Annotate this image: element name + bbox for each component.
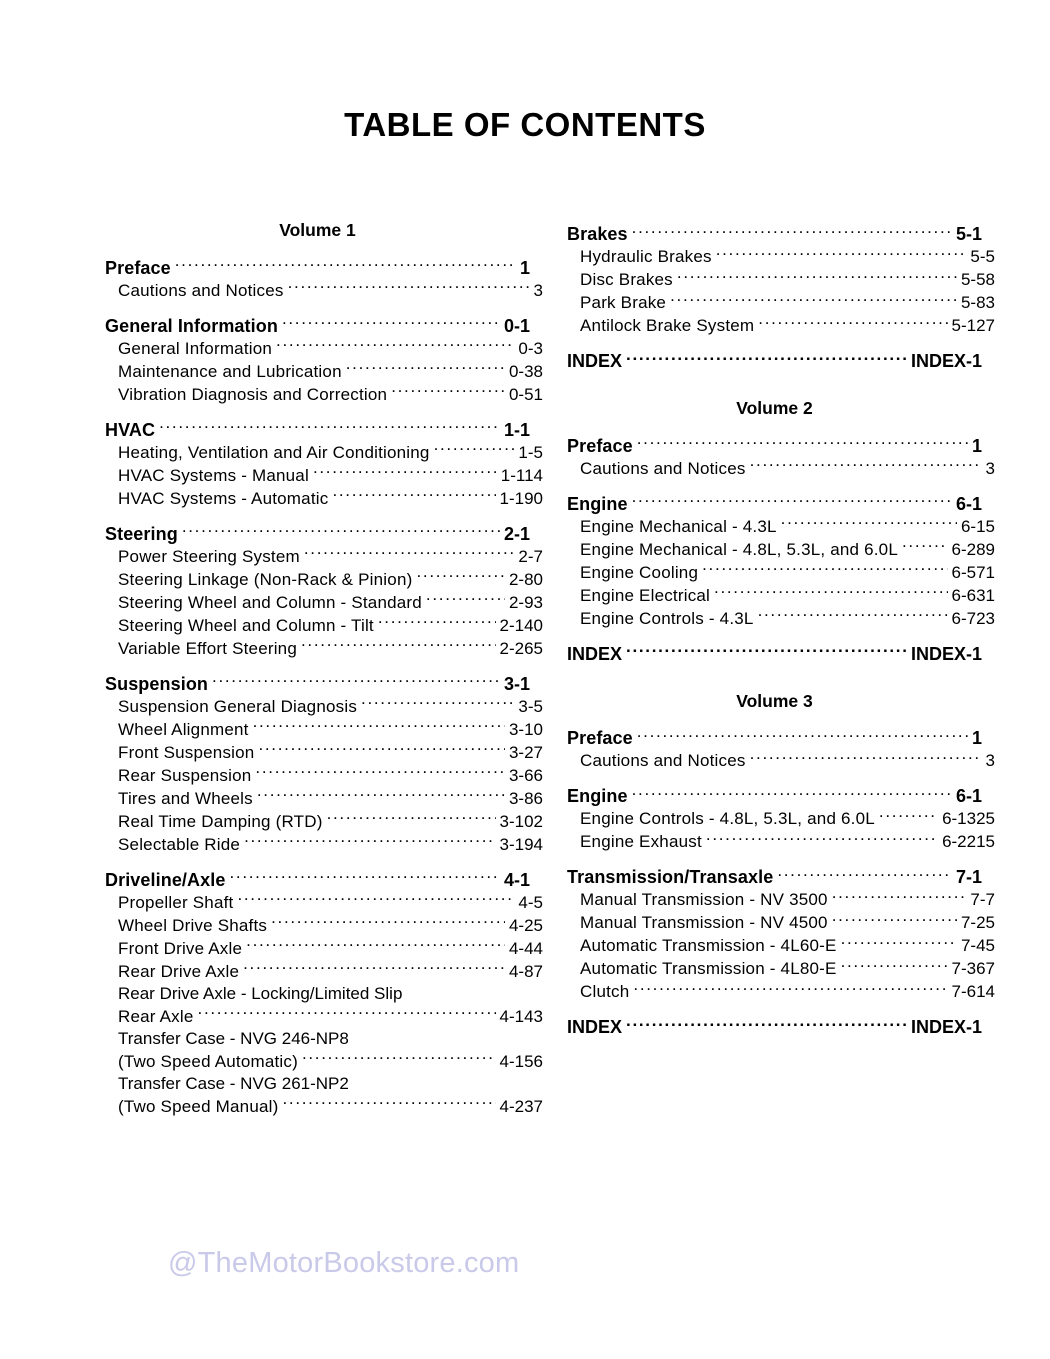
dot-leader	[332, 487, 495, 504]
toc-entry[interactable]	[105, 810, 543, 833]
toc-item-title: Suspension General Diagnosis	[118, 696, 358, 716]
toc-section	[105, 418, 543, 510]
toc-item-title: Variable Effort Steering	[118, 638, 297, 658]
toc-item-title: Maintenance and Lubrication	[118, 361, 342, 381]
dot-leader	[346, 360, 505, 377]
toc-item-title: Automatic Transmission - 4L80-E	[580, 959, 837, 978]
toc-section	[567, 492, 995, 630]
toc-item-page: 6-289	[951, 539, 995, 559]
toc-section-title: Transmission/Transaxle	[567, 867, 774, 887]
toc-entry[interactable]	[105, 464, 543, 487]
dot-leader	[212, 672, 500, 690]
toc-item-page: 4-237	[499, 1096, 543, 1116]
toc-section-title: Engine	[567, 786, 628, 806]
toc-section	[105, 672, 543, 856]
toc-item-page: 5-5	[970, 247, 995, 266]
toc-item-title: Engine Exhaust	[580, 832, 702, 851]
toc-entry[interactable]	[105, 833, 543, 856]
toc-section-page: 1	[971, 435, 982, 456]
toc-item-title: Cautions and Notices	[580, 458, 746, 478]
toc-entry[interactable]	[567, 607, 995, 630]
dot-leader	[426, 591, 505, 608]
toc-item-title: (Two Speed Automatic)	[118, 1051, 298, 1071]
toc-item-title: Cautions and Notices	[580, 751, 746, 770]
dot-leader	[716, 245, 967, 262]
toc-entry[interactable]	[105, 695, 543, 718]
toc-entry[interactable]	[567, 314, 995, 337]
toc-entry[interactable]	[105, 764, 543, 787]
toc-item-page: 3	[985, 458, 995, 478]
toc-section-title: Preface	[567, 728, 633, 748]
toc-entry-first-line: Rear Drive Axle - Locking/Limited Slip	[118, 983, 403, 1003]
toc-entry[interactable]	[567, 726, 982, 749]
toc-entry[interactable]	[105, 1005, 543, 1028]
toc-entry[interactable]	[105, 787, 543, 810]
toc-item-title: Propeller Shaft	[118, 892, 234, 912]
toc-item-title: Wheel Drive Shafts	[118, 915, 268, 935]
toc-item-page: 5-127	[951, 316, 995, 335]
dot-leader	[159, 418, 500, 436]
toc-entry[interactable]	[105, 568, 543, 591]
toc-item-page: 1-190	[499, 488, 543, 508]
toc-item-title: Rear Axle	[118, 1006, 194, 1026]
dot-leader	[258, 741, 505, 758]
toc-item-title: General Information	[118, 338, 273, 358]
toc-entry[interactable]	[105, 637, 543, 660]
dot-leader	[637, 726, 968, 744]
dot-leader	[832, 888, 967, 905]
toc-item-title: Engine Mechanical - 4.8L, 5.3L, and 6.0L	[580, 539, 898, 559]
toc-item-page: 3-27	[508, 742, 543, 762]
toc-section-page: 6-1	[955, 493, 982, 514]
toc-item-title: Steering Wheel and Column - Tilt	[118, 615, 374, 635]
toc-entry[interactable]	[105, 718, 543, 741]
dot-leader	[626, 349, 909, 367]
dot-leader	[758, 314, 947, 331]
dot-leader	[313, 464, 497, 481]
toc-entry[interactable]	[105, 1050, 543, 1073]
toc-item-page: 2-265	[499, 638, 543, 658]
toc-section-title: Suspension	[105, 673, 209, 694]
dot-leader	[677, 268, 957, 285]
toc-entry-first-line: Transfer Case - NVG 246-NP8	[118, 1028, 349, 1048]
toc-entry[interactable]	[567, 934, 995, 957]
toc-section-page: 1	[971, 728, 982, 748]
dot-leader	[244, 833, 495, 850]
toc-item-page: 3	[985, 751, 995, 770]
toc-index-page: INDEX-1	[910, 1017, 982, 1037]
toc-entry[interactable]	[567, 222, 982, 245]
toc-item-title: HVAC Systems - Manual	[118, 465, 309, 485]
toc-entry[interactable]	[567, 584, 995, 607]
toc-entry[interactable]	[567, 434, 982, 457]
toc-section-page: 7-1	[955, 867, 982, 887]
toc-item-title: Wheel Alignment	[118, 719, 249, 739]
toc-item-page: 6-723	[951, 608, 995, 628]
toc-item-title: Clutch	[580, 982, 630, 1001]
toc-item-title: (Two Speed Manual)	[118, 1096, 279, 1116]
toc-item-title: Selectable Ride	[118, 834, 241, 854]
toc-item-page: 6-631	[951, 585, 995, 605]
toc-entry[interactable]	[105, 868, 530, 891]
toc-section	[105, 314, 543, 406]
dot-leader	[626, 1015, 909, 1033]
dot-leader	[632, 492, 952, 510]
toc-item-title: Manual Transmission - NV 3500	[580, 890, 828, 909]
dot-leader	[434, 441, 515, 458]
toc-section-page: 5-1	[955, 224, 982, 244]
toc-item-page: 3-102	[499, 811, 543, 831]
dot-leader	[229, 868, 500, 886]
toc-item-title: Tires and Wheels	[118, 788, 253, 808]
dot-leader	[243, 960, 505, 977]
toc-item-page: 7-7	[970, 890, 995, 909]
toc-section	[105, 868, 543, 1118]
dot-leader	[670, 291, 957, 308]
toc-entry[interactable]	[567, 642, 982, 665]
toc-entry[interactable]	[105, 279, 543, 302]
toc-item-page: 4-5	[518, 892, 543, 912]
toc-item-page: 4-87	[508, 961, 543, 981]
dot-leader	[777, 865, 952, 883]
toc-item-title: Rear Suspension	[118, 765, 252, 785]
dot-leader	[327, 810, 496, 827]
toc-section-title: HVAC	[105, 419, 156, 440]
dot-leader	[781, 515, 957, 532]
toc-item-title: Manual Transmission - NV 4500	[580, 913, 828, 932]
toc-item-page: 3	[533, 280, 543, 300]
toc-section	[567, 434, 995, 480]
toc-item-page: 7-614	[951, 982, 995, 1001]
toc-item-title: Cautions and Notices	[118, 280, 284, 300]
toc-index-title: INDEX	[567, 351, 623, 371]
dot-leader	[841, 934, 957, 951]
toc-entry[interactable]	[105, 545, 543, 568]
toc-entry[interactable]	[105, 418, 530, 441]
toc-item-title: HVAC Systems - Automatic	[118, 488, 329, 508]
toc-entry[interactable]	[105, 741, 543, 764]
dot-leader	[198, 1005, 496, 1022]
dot-leader	[714, 584, 947, 601]
toc-item-title: Engine Electrical	[580, 585, 711, 605]
toc-entry[interactable]	[567, 980, 995, 1003]
toc-item-title: Rear Drive Axle	[118, 961, 240, 981]
toc-section-title: Preface	[105, 257, 171, 278]
toc-item-page: 4-44	[508, 938, 543, 958]
toc-item-page: 3-86	[508, 788, 543, 808]
dot-leader	[282, 314, 500, 332]
toc-section	[567, 865, 995, 1003]
dot-leader	[902, 538, 948, 555]
toc-section-title: Preface	[567, 435, 633, 456]
toc-item-title: Antilock Brake System	[580, 316, 755, 335]
toc-entry[interactable]	[567, 957, 995, 980]
volume-heading: Volume 3	[736, 690, 813, 711]
toc-item-title: Automatic Transmission - 4L60-E	[580, 936, 837, 955]
toc-section	[105, 522, 543, 660]
toc-index-title: INDEX	[567, 1017, 623, 1037]
toc-section-title: Steering	[105, 523, 178, 544]
toc-entry[interactable]	[567, 830, 995, 853]
toc-entry[interactable]	[567, 888, 995, 911]
toc-item-title: Heating, Ventilation and Air Conditioning	[118, 442, 430, 462]
dot-leader	[632, 222, 952, 240]
dot-leader	[633, 980, 947, 997]
dot-leader	[302, 1050, 496, 1067]
toc-section-page: 3-1	[503, 673, 530, 694]
dot-leader	[301, 637, 496, 654]
toc-entry[interactable]	[105, 441, 543, 464]
toc-item-page: 7-367	[951, 959, 995, 978]
toc-item-page: 6-571	[951, 562, 995, 582]
toc-entry[interactable]	[105, 337, 543, 360]
toc-columns	[0, 220, 1050, 1116]
toc-item-title: Steering Wheel and Column - Standard	[118, 592, 422, 612]
toc-item-page: 4-25	[508, 915, 543, 935]
dot-leader	[391, 383, 505, 400]
toc-entry[interactable]	[567, 245, 995, 268]
toc-entry[interactable]	[567, 749, 995, 772]
dot-leader	[182, 522, 500, 540]
toc-entry[interactable]	[567, 1015, 982, 1038]
toc-entry[interactable]	[567, 865, 982, 888]
dot-leader	[378, 614, 496, 631]
toc-entry-first-line: Transfer Case - NVG 261-NP2	[118, 1073, 349, 1093]
watermark: @TheMotorBookstore.com	[168, 1247, 520, 1279]
toc-entry[interactable]	[105, 672, 530, 695]
toc-left-column	[105, 220, 543, 1118]
volume-heading: Volume 1	[279, 220, 356, 240]
toc-item-page: 0-38	[508, 361, 543, 381]
volume-heading: Volume 2	[736, 398, 813, 418]
toc-entry[interactable]	[567, 807, 995, 830]
toc-item-page: 3-66	[508, 765, 543, 785]
dot-leader	[175, 256, 516, 274]
dot-leader	[832, 911, 957, 928]
toc-item-page: 7-45	[960, 936, 995, 955]
toc-item-page: 0-3	[518, 338, 543, 358]
toc-section	[567, 726, 995, 772]
toc-entry[interactable]	[567, 538, 995, 561]
toc-item-page: 2-80	[508, 569, 543, 589]
toc-item-title: Front Drive Axle	[118, 938, 243, 958]
toc-section	[567, 222, 995, 337]
dot-leader	[253, 718, 505, 735]
toc-entry[interactable]	[105, 960, 543, 983]
toc-entry[interactable]	[105, 891, 543, 914]
toc-entry[interactable]	[105, 487, 543, 510]
toc-item-page: 4-156	[499, 1051, 543, 1071]
dot-leader	[257, 787, 505, 804]
toc-item-page: 2-140	[499, 615, 543, 635]
dot-leader	[304, 545, 515, 562]
toc-item-page: 3-10	[508, 719, 543, 739]
dot-leader	[841, 957, 948, 974]
dot-leader	[276, 337, 514, 354]
toc-item-title: Engine Controls - 4.3L	[580, 608, 754, 628]
toc-item-page: 6-1325	[942, 809, 995, 828]
toc-item-title: Power Steering System	[118, 546, 300, 566]
toc-entry[interactable]	[105, 360, 543, 383]
toc-entry[interactable]	[105, 383, 543, 406]
toc-entry[interactable]	[105, 522, 530, 545]
toc-item-page: 2-93	[508, 592, 543, 612]
toc-item-page: 1-114	[500, 465, 543, 485]
toc-section-title: General Information	[105, 315, 278, 336]
toc-entry[interactable]	[567, 268, 995, 291]
toc-item-page: 5-83	[960, 293, 995, 312]
toc-entry[interactable]	[567, 911, 995, 934]
toc-item-title: Front Suspension	[118, 742, 255, 762]
toc-item-title: Vibration Diagnosis and Correction	[118, 384, 388, 404]
toc-entry[interactable]	[567, 349, 982, 372]
toc-item-page: 2-7	[518, 546, 543, 566]
toc-section	[567, 784, 995, 853]
page-title: TABLE OF CONTENTS	[344, 106, 706, 143]
toc-item-page: 6-15	[960, 516, 995, 536]
dot-leader	[750, 749, 982, 766]
dot-leader	[282, 1095, 495, 1112]
toc-entry[interactable]	[567, 291, 995, 314]
toc-index-page: INDEX-1	[910, 351, 982, 371]
toc-entry[interactable]	[567, 515, 995, 538]
toc-item-title: Engine Controls - 4.8L, 5.3L, and 6.0L	[580, 809, 875, 828]
toc-section-page: 6-1	[955, 786, 982, 806]
toc-item-page: 7-25	[960, 913, 995, 932]
dot-leader	[416, 568, 505, 585]
toc-entry[interactable]	[105, 256, 530, 279]
toc-section	[105, 256, 543, 302]
toc-item-page: 4-143	[499, 1006, 543, 1026]
toc-section-title: Driveline/Axle	[105, 869, 226, 890]
toc-section-page: 1-1	[503, 419, 530, 440]
toc-item-title: Disc Brakes	[580, 270, 673, 289]
toc-item-page: 6-2215	[942, 832, 995, 851]
dot-leader	[702, 561, 947, 578]
toc-section-page: 1	[519, 257, 530, 278]
toc-index-title: INDEX	[567, 643, 623, 664]
toc-item-page: 0-51	[508, 384, 543, 404]
dot-leader	[361, 695, 514, 712]
toc-item-page: 3-5	[518, 696, 543, 716]
toc-section-title: Engine	[567, 493, 628, 514]
toc-item-title: Park Brake	[580, 293, 667, 312]
toc-entry[interactable]	[567, 457, 995, 480]
dot-leader	[879, 807, 938, 824]
dot-leader	[271, 914, 505, 931]
dot-leader	[706, 830, 938, 847]
dot-leader	[637, 434, 968, 452]
toc-item-title: Hydraulic Brakes	[580, 247, 712, 266]
toc-right-column	[567, 222, 995, 1038]
dot-leader	[758, 607, 948, 624]
toc-entry[interactable]	[105, 314, 530, 337]
toc-index-page: INDEX-1	[910, 643, 982, 664]
toc-item-title: Real Time Damping (RTD)	[118, 811, 323, 831]
toc-entry[interactable]	[567, 561, 995, 584]
dot-leader	[246, 937, 505, 954]
dot-leader	[626, 642, 909, 660]
dot-leader	[288, 279, 530, 296]
toc-item-title: Steering Linkage (Non-Rack & Pinion)	[118, 569, 413, 589]
dot-leader	[632, 784, 952, 802]
toc-section-page: 0-1	[503, 315, 530, 336]
toc-entry[interactable]	[567, 492, 982, 515]
dot-leader	[237, 891, 514, 908]
toc-section-page: 2-1	[503, 523, 530, 544]
toc-item-title: Engine Mechanical - 4.3L	[580, 516, 777, 536]
dot-leader	[255, 764, 505, 781]
toc-entry[interactable]	[567, 784, 982, 807]
toc-item-page: 1-5	[518, 442, 543, 462]
toc-item-title: Engine Cooling	[580, 562, 699, 582]
toc-entry[interactable]	[105, 614, 543, 637]
toc-section-page: 4-1	[503, 869, 530, 890]
toc-section-title: Brakes	[567, 224, 628, 244]
toc-item-page: 5-58	[960, 270, 995, 289]
dot-leader	[750, 457, 982, 474]
toc-item-page: 3-194	[499, 834, 543, 854]
toc-entry[interactable]	[105, 937, 543, 960]
toc-entry[interactable]	[105, 1095, 543, 1118]
toc-entry[interactable]	[105, 914, 543, 937]
toc-entry[interactable]	[105, 591, 543, 614]
